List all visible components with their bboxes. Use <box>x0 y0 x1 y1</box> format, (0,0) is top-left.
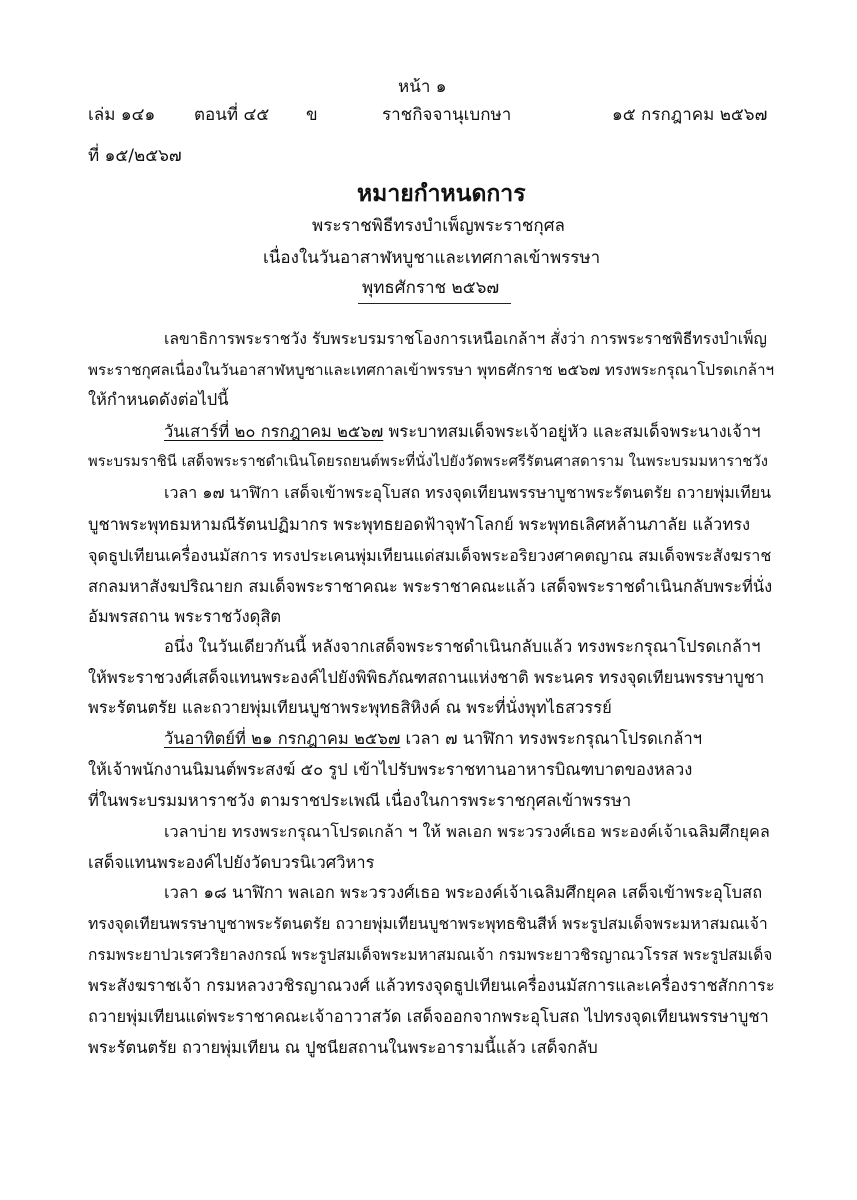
body-line-3: ให้กำหนดดังต่อไปนี้ <box>88 390 229 409</box>
body-line-2: พระราชกุศลเนื่องในวันอาสาฬหบูชาและเทศกาลเข้าพรรษา พุทธศักราช ๒๕๖๗ ทรงพระกรุณาโปรดเกล้าฯ <box>88 361 775 379</box>
body-line-17: เวลาบ่าย ทรงพระกรุณาโปรดเกล้า ฯ ให้ พลเอก พระวรวงศ์เธอ พระองค์เจ้าเฉลิมศึกยุคล <box>164 822 770 841</box>
title-divider <box>358 303 511 304</box>
body-line-18: เสด็จแทนพระองค์ไปยังวัดบวรนิเวศวิหาร <box>88 853 375 872</box>
body-line-11: อนึ่ง ในวันเดียวกันนี้ หลังจากเสด็จพระราชดำเนินกลับแล้ว ทรงพระกรุณาโปรดเกล้าฯ <box>164 637 761 656</box>
body-line-22: พระสังฆราชเจ้า กรมหลวงวชิรญาณวงศ์ แล้วทรงจุดธูปเทียนเครื่องนมัสการและเครื่องราชสักการะ <box>88 976 775 995</box>
body-line-23: ถวายพุ่มเทียนแด่พระราชาคณะเจ้าอาวาสวัด เสด็จออกจากพระอุโบสถ ไปทรงจุดเทียนพรรษาบูชา <box>88 1007 769 1026</box>
body-line-13: พระรัตนตรัย และถวายพุ่มเทียนบูชาพระพุทธสิหิงค์ ณ พระที่นั่งพุทไธสวรรย์ <box>88 698 612 717</box>
body-line-12: ให้พระราชวงศ์เสด็จแทนพระองค์ไปยังพิพิธภัณฑสถานแห่งชาติ พระนคร ทรงจุดเทียนพรรษาบูชา <box>88 668 765 687</box>
reference-number: ที่ ๑๕/๒๕๖๗ <box>88 146 182 166</box>
body-line-21: กรมพระยาปวเรศวริยาลงกรณ์ พระรูปสมเด็จพระมหาสมณเจ้า กรมพระยาวชิรญาณวโรรส พระรูปสมเด็จ <box>88 946 773 964</box>
body-line-20: ทรงจุดเทียนพรรษาบูชาพระรัตนตรัย ถวายพุ่มเทียนบูชาพระพุทธชินสีห์ พระรูปสมเด็จพระมหาสมณเจ้า <box>88 914 768 933</box>
body-line-15: ให้เจ้าพนักงานนิมนต์พระสงฆ์ ๕๐ รูป เข้าไปรับพระราชทานอาหารบิณฑบาตของหลวง <box>88 760 693 779</box>
subtitle-line-2: เนื่องในวันอาสาฬหบูชาและเทศกาลเข้าพรรษา <box>263 248 601 268</box>
body-line-16: ที่ในพระบรมมหาราชวัง ตามราชประเพณี เนื่องในการพระราชกุศลเข้าพรรษา <box>88 791 632 810</box>
date-heading-saturday: วันเสาร์ที่ ๒๐ กรกฎาคม ๒๕๖๗ <box>164 422 384 441</box>
publication-name: ราชกิจจานุเบกษา <box>382 105 512 125</box>
body-line-7: บูชาพระพุทธมหามณีรัตนปฏิมากร พระพุทธยอดฟ้าจุฬาโลกย์ พระพุทธเลิศหล้านภาลัย แล้วทรง <box>88 515 751 534</box>
subtitle-line-3: พุทธศักราช ๒๕๖๗ <box>362 278 500 298</box>
body-line-1: เลขาธิการพระราชวัง รับพระบรมราชโองการเหนือเกล้าฯ สั่งว่า การพระราชพิธีทรงบำเพ็ญ <box>164 329 767 348</box>
body-line-14-text: เวลา ๗ นาฬิกา ทรงพระกรุณาโปรดเกล้าฯ <box>400 729 703 748</box>
subtitle-line-1: พระราชพิธีทรงบำเพ็ญพระราชกุศล <box>312 216 565 236</box>
volume-label: เล่ม ๑๔๑ <box>88 105 156 125</box>
body-line-4-text: พระบาทสมเด็จพระเจ้าอยู่หัว และสมเด็จพระนางเจ้าฯ <box>383 422 761 441</box>
body-line-24: พระรัตนตรัย ถวายพุ่มเทียน ณ ปูชนียสถานในพระอารามนี้แล้ว เสด็จกลับ <box>88 1038 598 1057</box>
body-line-8: จุดธูปเทียนเครื่องนมัสการ ทรงประเคนพุ่มเทียนแด่สมเด็จพระอริยวงศาคตญาณ สมเด็จพระสังฆราช <box>88 546 772 565</box>
date-heading-sunday: วันอาทิตย์ที่ ๒๑ กรกฎาคม ๒๕๖๗ <box>164 729 401 748</box>
body-line-6: เวลา ๑๗ นาฬิกา เสด็จเข้าพระอุโบสถ ทรงจุดเทียนพรรษาบูชาพระรัตนตรัย ถวายพุ่มเทียน <box>164 483 772 502</box>
body-line-9: สกลมหาสังฆปริณายก สมเด็จพระราชาคณะ พระราชาคณะแล้ว เสด็จพระราชดำเนินกลับพระที่นั่ง <box>88 577 773 596</box>
body-line-19: เวลา ๑๘ นาฬิกา พลเอก พระวรวงศ์เธอ พระองค์เจ้าเฉลิมศึกยุคล เสด็จเข้าพระอุโบสถ <box>164 883 763 902</box>
body-line-5: พระบรมราชินี เสด็จพระราชดำเนินโดยรถยนต์พระที่นั่งไปยังวัดพระศรีรัตนศาสดาราม ในพระบรมมหาราชวัง <box>88 453 768 470</box>
body-line-14 <box>164 726 702 752</box>
section-label: ข <box>306 105 318 125</box>
document-title: หมายกำหนดการ <box>357 181 526 207</box>
body-line-10: อัมพรสถาน พระราชวังดุสิต <box>88 607 282 626</box>
body-line-4 <box>164 419 761 445</box>
page-number: หน้า ๑ <box>398 77 447 97</box>
issue-label: ตอนที่ ๔๕ <box>194 105 270 125</box>
publication-date: ๑๕ กรกฎาคม ๒๕๖๗ <box>612 105 768 125</box>
